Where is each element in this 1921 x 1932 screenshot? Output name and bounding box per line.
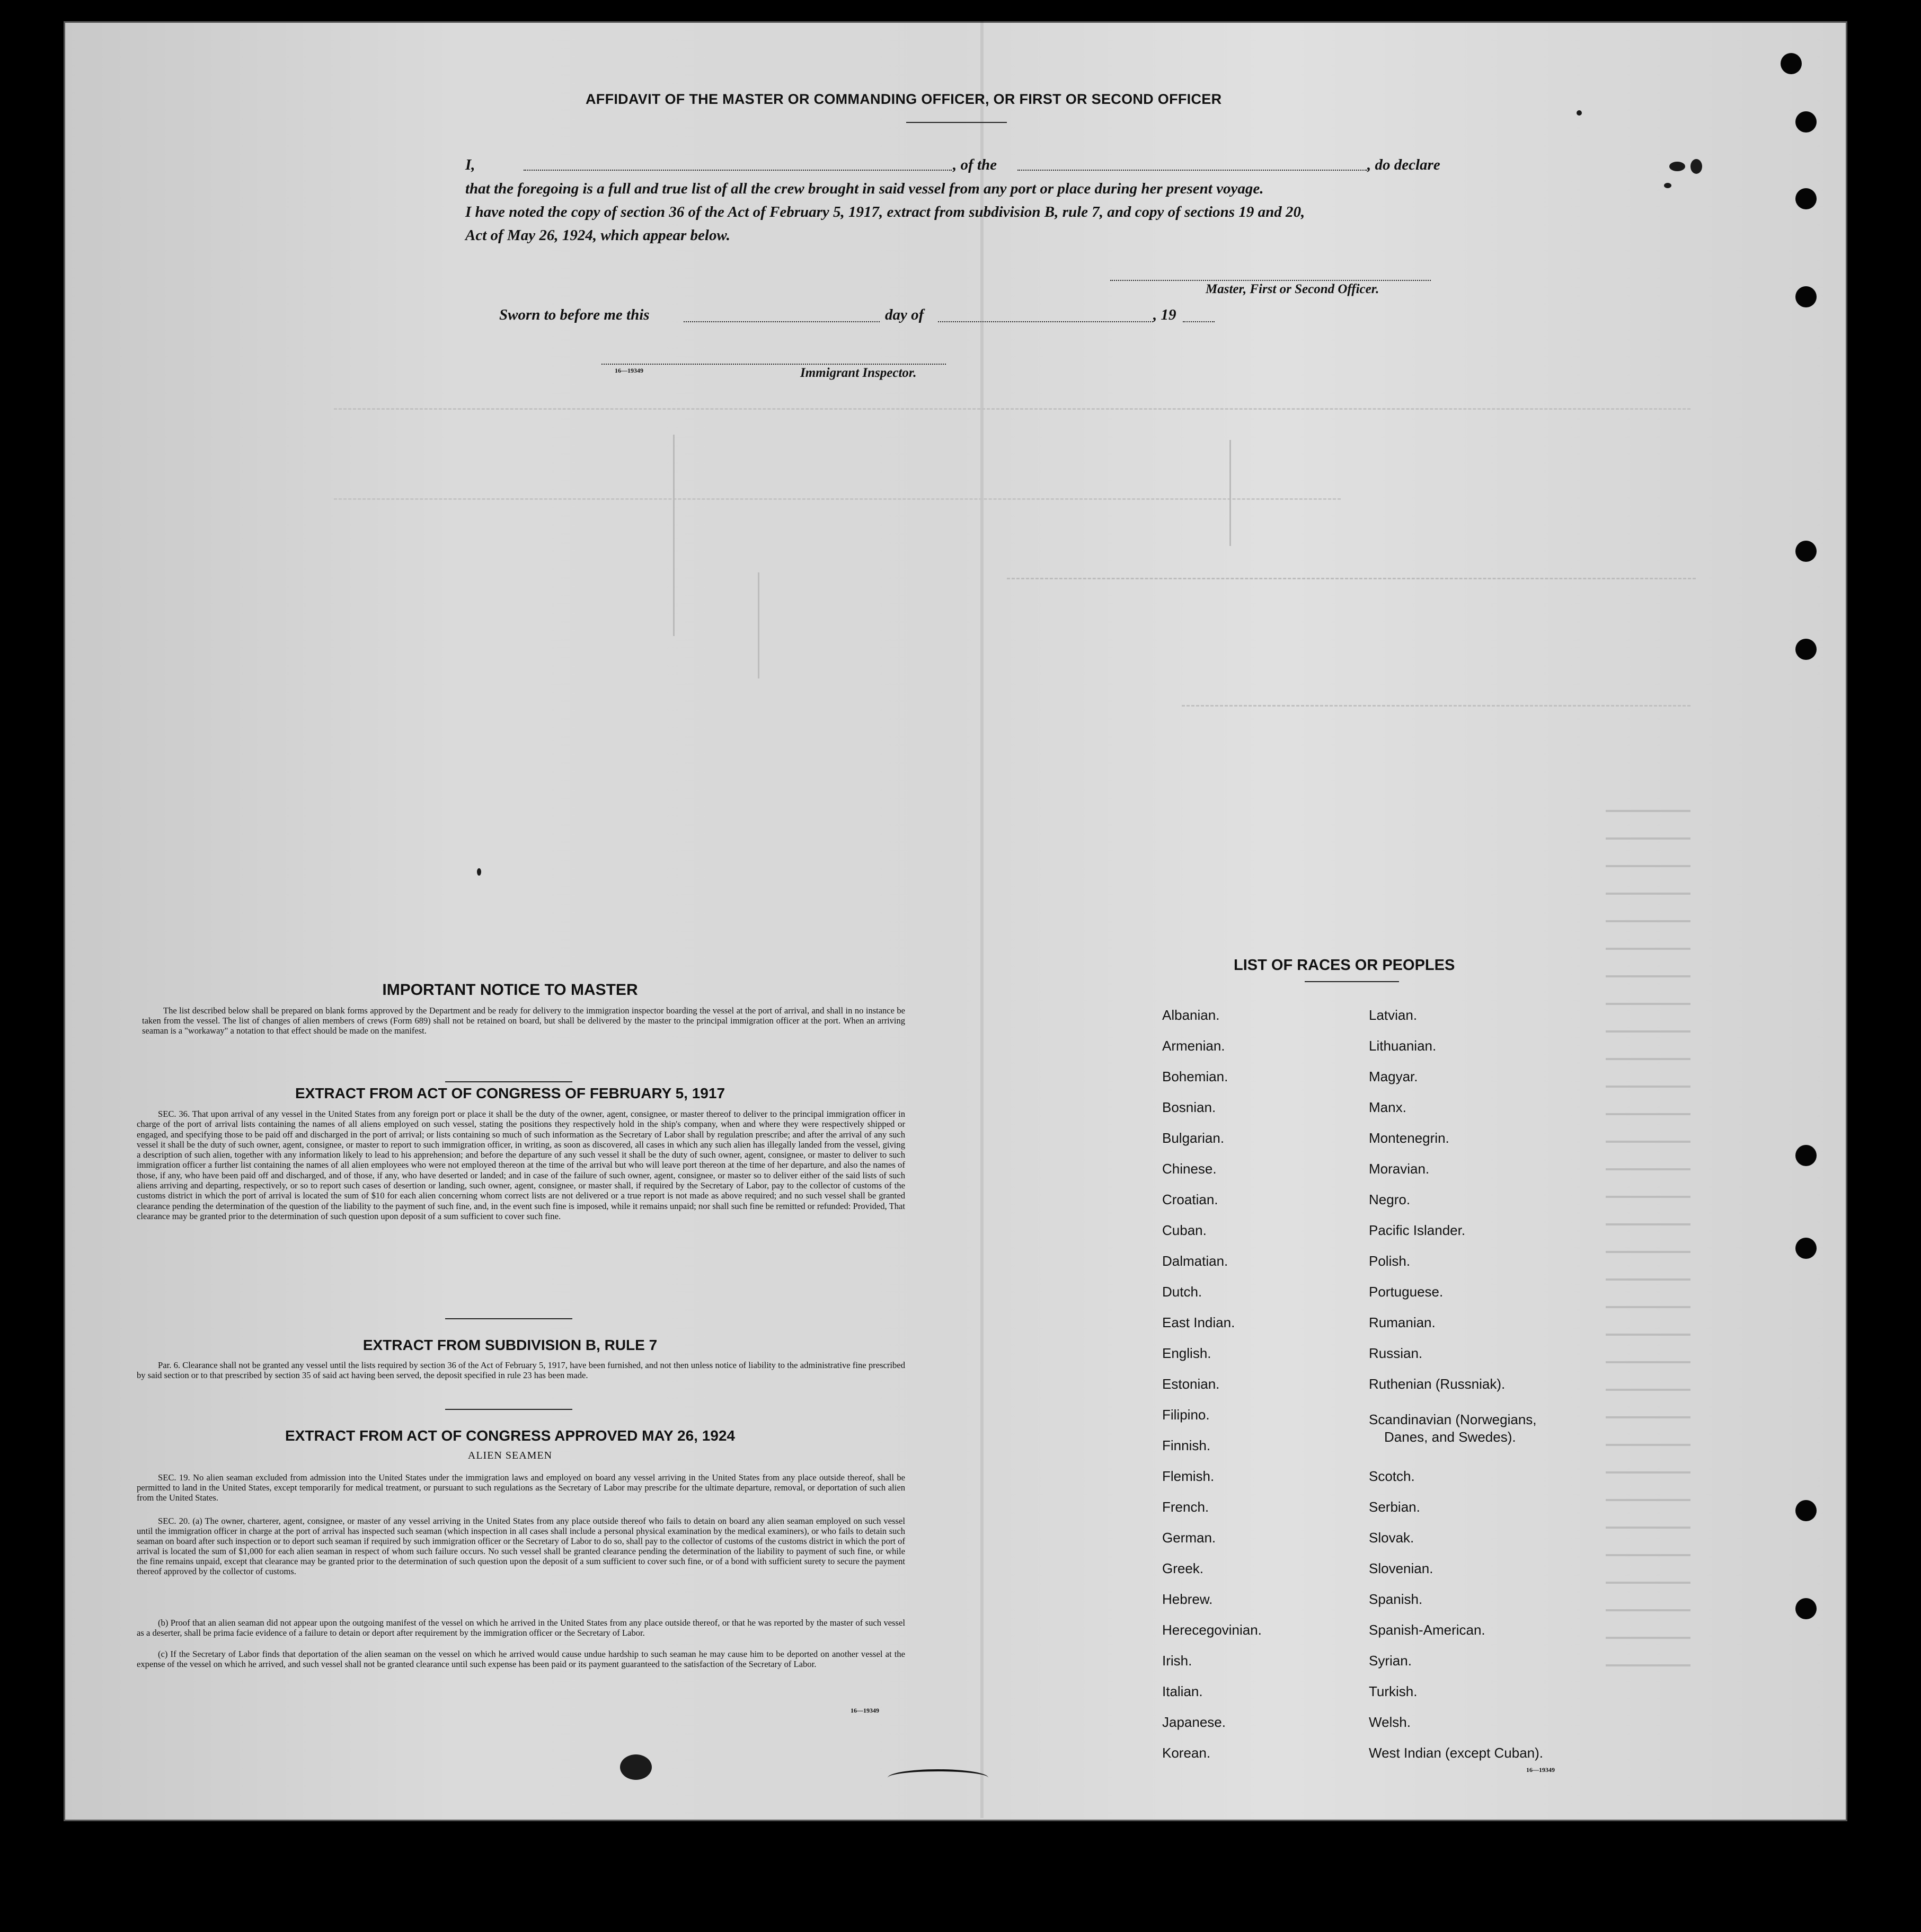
extract-1917-text: SEC. 36. That upon arrival of any vessel in the United States from any foreign port or place it shall be the duty of the owner, agent, consignee, or master thereof to deliver to the principal immigration officer in charge of the port of arrival lists containing the names of all aliens employed on such vessel, stating the positions they respectively hold in the ship's company, when and where they were respectively shipped or engaged, and specifying those to be paid off and discharged in the port of arrival; or lists containing so much of such information as the Secretary of Labor shall by regulation prescribe; and after the arrival of any such vessel it shall be the duty of such owner, agent, consignee, or master to report to such immigration officer, in writing, as soon as discovered, all cases in which any such alien has illegally landed from the vessel, giving a description of such alien, together with any information likely to lead to his apprehension; and before the departure of any such vessel it shall be the duty of such owner, agent, consignee, or master to deliver to such immigration officer a further list containing the names of all alien employees who were not employed thereon at the time of the arrival but who will leave port thereon at the time of her departure, and also the names of those, if any, who have been paid off and discharged, and of those, if any, who have deserted or landed; and in case of the failure of such owner, agent, consignee, or master so to deliver either of the said lists of such aliens arriving and departing, respectively, or so to report such cases of desertion or landing, such owner, agent, consignee, or master shall, if required by the Secretary of Labor, pay to the collector of customs of the customs district in which the port of arrival is located the sum of $10 for each alien concerning whom correct lists are not delivered or a true report is not made as above required; and no such vessel shall be granted clearance pending the determination of the question of the liability to the payment of such fine, and, in the event such fine is imposed, while it remains unpaid; nor shall such fine be remitted or refunded: Provided, That clearance may be granted prior to the determination of such question upon deposit of a sum sufficient to cover such fine.	[137, 1109, 905, 1221]
bleed-through-mark	[1606, 784, 1690, 1686]
race-item: Scandinavian (Norwegians,	[1369, 1411, 1537, 1427]
master-signature-line[interactable]	[1110, 280, 1431, 281]
ink-speck	[1577, 110, 1582, 116]
race-item: Rumanian.	[1369, 1315, 1436, 1330]
race-item: Moravian.	[1369, 1161, 1430, 1177]
affidavit-body-line1: that the foregoing is a full and true list of all the crew brought in said vessel from any port or place during her present voyage.	[465, 180, 1264, 197]
race-item: Pacific Islander.	[1369, 1222, 1466, 1238]
extract-rule7-title: EXTRACT FROM SUBDIVISION B, RULE 7	[362, 1337, 658, 1353]
rank-blank[interactable]	[1017, 170, 1367, 171]
declare-end: , do declare	[1367, 156, 1440, 173]
binder-hole	[1795, 1500, 1817, 1521]
binder-hole	[1795, 541, 1817, 562]
race-item: Korean.	[1162, 1745, 1211, 1761]
bleed-through-mark	[758, 572, 759, 678]
binder-hole	[1781, 53, 1802, 74]
ink-speck	[477, 868, 481, 876]
race-item: Russian.	[1369, 1345, 1423, 1361]
race-item: Danes, and Swedes).	[1384, 1429, 1516, 1445]
race-item: Spanish.	[1369, 1591, 1423, 1607]
extract-1924-sec19: SEC. 19. No alien seaman excluded from admission into the United States under the immigration laws and employed on board any vessel arriving in the United States from any place outside thereof, shall be permitted to land in the United States, except temporarily for medical treatment, or pursuant to such regulations as the Secretary of Labor may prescribe for the ultimate departure, removal, or deportation of such alien from the United States.	[137, 1472, 905, 1503]
race-item: Finnish.	[1162, 1437, 1211, 1453]
extract-1924-subtitle: ALIEN SEAMEN	[467, 1450, 553, 1461]
races-title: LIST OF RACES OR PEOPLES	[1234, 957, 1455, 974]
ink-speck	[1669, 162, 1685, 171]
binder-hole	[1795, 286, 1817, 307]
sworn-day-blank[interactable]	[684, 321, 880, 322]
page-fold	[980, 21, 984, 1818]
race-item: Filipino.	[1162, 1407, 1210, 1423]
bleed-through-mark	[1182, 705, 1690, 707]
extract-1924-sec20a: SEC. 20. (a) The owner, charterer, agent, consignee, or master of any vessel arriving in the United States from any place outside thereof who fails to detain on board any alien seaman employed on such vessel until the immigration officer in charge at the port of arrival has inspected such seaman (which inspection in all cases shall include a personal physical examination by the medical examiners), or who fails to detain such seaman on board after such inspection or to deport such seaman if required by such immigration officer or the Secretary of Labor to do so, shall pay to the collector of customs of the customs district in which the port of arrival is located the sum of $1,000 for each alien seaman in respect of whom such failure occurs. No such vessel shall be granted clearance pending the determination of the liability to payment of such fine, or while the fine remains unpaid, except that clearance may be granted prior to the determination of such question upon the deposit of a sum sufficient to cover such fine, or of a bond with sufficient surety to secure the payment thereof approved by the collector of customs.	[137, 1516, 905, 1576]
race-item: Greek.	[1162, 1560, 1204, 1576]
notice-title: IMPORTANT NOTICE TO MASTER	[382, 981, 638, 999]
race-item: Negro.	[1369, 1192, 1411, 1207]
inspector-signature-line[interactable]	[601, 364, 946, 365]
race-item: Ruthenian (Russniak).	[1369, 1376, 1506, 1392]
name-blank[interactable]	[524, 170, 952, 171]
ink-speck	[1690, 159, 1702, 174]
sworn-year-blank[interactable]	[1183, 321, 1215, 322]
bleed-through-mark	[334, 408, 1690, 410]
affidavit-form-number: 16—19349	[615, 367, 643, 374]
race-item: Lithuanian.	[1369, 1038, 1437, 1054]
race-item: Slovak.	[1369, 1530, 1414, 1546]
binder-hole	[1795, 1145, 1817, 1166]
bleed-through-mark	[334, 498, 1341, 500]
binder-hole	[1795, 1238, 1817, 1259]
race-item: Cuban.	[1162, 1222, 1207, 1238]
master-signature-label: Master, First or Second Officer.	[1206, 282, 1379, 296]
race-item: West Indian (except Cuban).	[1369, 1745, 1544, 1761]
race-item: Hebrew.	[1162, 1591, 1213, 1607]
race-item: Serbian.	[1369, 1499, 1420, 1515]
races-form-number: 16—19349	[1526, 1766, 1555, 1774]
sworn-label: Sworn to before me this	[499, 306, 650, 323]
race-item: Japanese.	[1162, 1714, 1226, 1730]
extract-1917-title: EXTRACT FROM ACT OF CONGRESS OF FEBRUARY 5, 1917	[295, 1085, 725, 1101]
race-item: Latvian.	[1369, 1007, 1418, 1023]
race-item: Turkish.	[1369, 1683, 1418, 1699]
binder-hole	[1795, 111, 1817, 133]
sworn-month-blank[interactable]	[938, 321, 1153, 322]
race-item: Estonian.	[1162, 1376, 1220, 1392]
race-item: Bosnian.	[1162, 1099, 1216, 1115]
affidavit-body-line2: I have noted the copy of section 36 of the Act of February 5, 1917, extract from subdivision B, rule 7, and copy of sections 19 and 20,	[465, 204, 1305, 220]
ink-speck	[620, 1754, 652, 1780]
binder-hole	[1795, 639, 1817, 660]
year-label: , 19	[1153, 306, 1176, 323]
extract-1924-form-number: 16—19349	[851, 1707, 879, 1714]
races-title-underline	[1305, 981, 1399, 982]
race-item: German.	[1162, 1530, 1216, 1546]
race-item: Scotch.	[1369, 1468, 1415, 1484]
race-item: Herecegovinian.	[1162, 1622, 1262, 1638]
race-item: Montenegrin.	[1369, 1130, 1449, 1146]
bleed-through-mark	[1007, 578, 1696, 579]
race-item: Magyar.	[1369, 1069, 1418, 1084]
race-item: East Indian.	[1162, 1315, 1235, 1330]
race-item: French.	[1162, 1499, 1209, 1515]
race-item: Bohemian.	[1162, 1069, 1228, 1084]
section-rule	[445, 1409, 572, 1410]
race-item: Spanish-American.	[1369, 1622, 1485, 1638]
title-underline	[906, 122, 1007, 123]
race-item: Welsh.	[1369, 1714, 1411, 1730]
race-item: Albanian.	[1162, 1007, 1220, 1023]
declare-i: I,	[465, 156, 475, 173]
declare-of-the: , of the	[953, 156, 997, 173]
section-rule	[445, 1318, 572, 1319]
binder-hole	[1795, 1598, 1817, 1619]
binder-hole	[1795, 188, 1817, 209]
extract-1924-title: EXTRACT FROM ACT OF CONGRESS APPROVED MAY 26, 1924	[285, 1427, 735, 1444]
day-of-label: day of	[885, 306, 924, 323]
race-item: Slovenian.	[1369, 1560, 1433, 1576]
extract-1924-sec20c: (c) If the Secretary of Labor finds that deportation of the alien seaman on the vessel on which he arrived would cause undue hardship to such seaman he may cause him to be deported on another vessel at the expense of the vessel on which he arrived, and such vessel shall not be granted clearance until such expense has been paid or its payment guaranteed to the satisfaction of the Secretary of Labor.	[137, 1649, 905, 1669]
notice-text: The list described below shall be prepared on blank forms approved by the Department and be ready for delivery to the immigration inspector boarding the vessel at the port of arrival, and shall in no instance be taken from the vessel. The list of changes of alien members of crews (Form 689) shall not be retained on board, but shall be delivered by the master to the principal immigration officer at the port. When an arriving seaman is a "workaway" a notation to that effect should be made on the manifest.	[142, 1005, 905, 1036]
race-item: Polish.	[1369, 1253, 1411, 1269]
race-item: Croatian.	[1162, 1192, 1218, 1207]
race-item: Armenian.	[1162, 1038, 1225, 1054]
race-item: English.	[1162, 1345, 1211, 1361]
ink-speck	[1664, 183, 1671, 188]
extract-rule7-text: Par. 6. Clearance shall not be granted any vessel until the lists required by section 36 of the Act of February 5, 1917, have been furnished, and not then unless notice of liability to the administrative fine prescribed by said section or to that prescribed by section 35 of said act having been served, the deposit specified in rule 23 has been made.	[137, 1360, 905, 1380]
race-item: Dalmatian.	[1162, 1253, 1228, 1269]
extract-1924-sec20b: (b) Proof that an alien seaman did not appear upon the outgoing manifest of the vessel on which he arrived in the United States from any place outside thereof, or that he was reported by the master of such vessel as a deserter, shall be prima facie evidence of a failure to detain or deport after requirement by the immigration officer or the Secretary of Labor.	[137, 1618, 905, 1638]
inspector-label: Immigrant Inspector.	[800, 366, 917, 380]
race-item: Manx.	[1369, 1099, 1406, 1115]
bleed-through-mark	[1229, 440, 1231, 546]
race-item: Bulgarian.	[1162, 1130, 1225, 1146]
affidavit-body-line3: Act of May 26, 1924, which appear below.	[465, 227, 730, 244]
race-item: Portuguese.	[1369, 1284, 1444, 1300]
race-item: Italian.	[1162, 1683, 1203, 1699]
race-item: Dutch.	[1162, 1284, 1202, 1300]
pen-stroke	[888, 1769, 988, 1786]
race-item: Chinese.	[1162, 1161, 1217, 1177]
section-rule	[445, 1081, 572, 1082]
race-item: Irish.	[1162, 1653, 1192, 1669]
affidavit-title: AFFIDAVIT OF THE MASTER OR COMMANDING OFFICER, OR FIRST OR SECOND OFFICER	[586, 91, 1222, 107]
race-item: Flemish.	[1162, 1468, 1215, 1484]
race-item: Syrian.	[1369, 1653, 1412, 1669]
bleed-through-mark	[673, 435, 675, 636]
